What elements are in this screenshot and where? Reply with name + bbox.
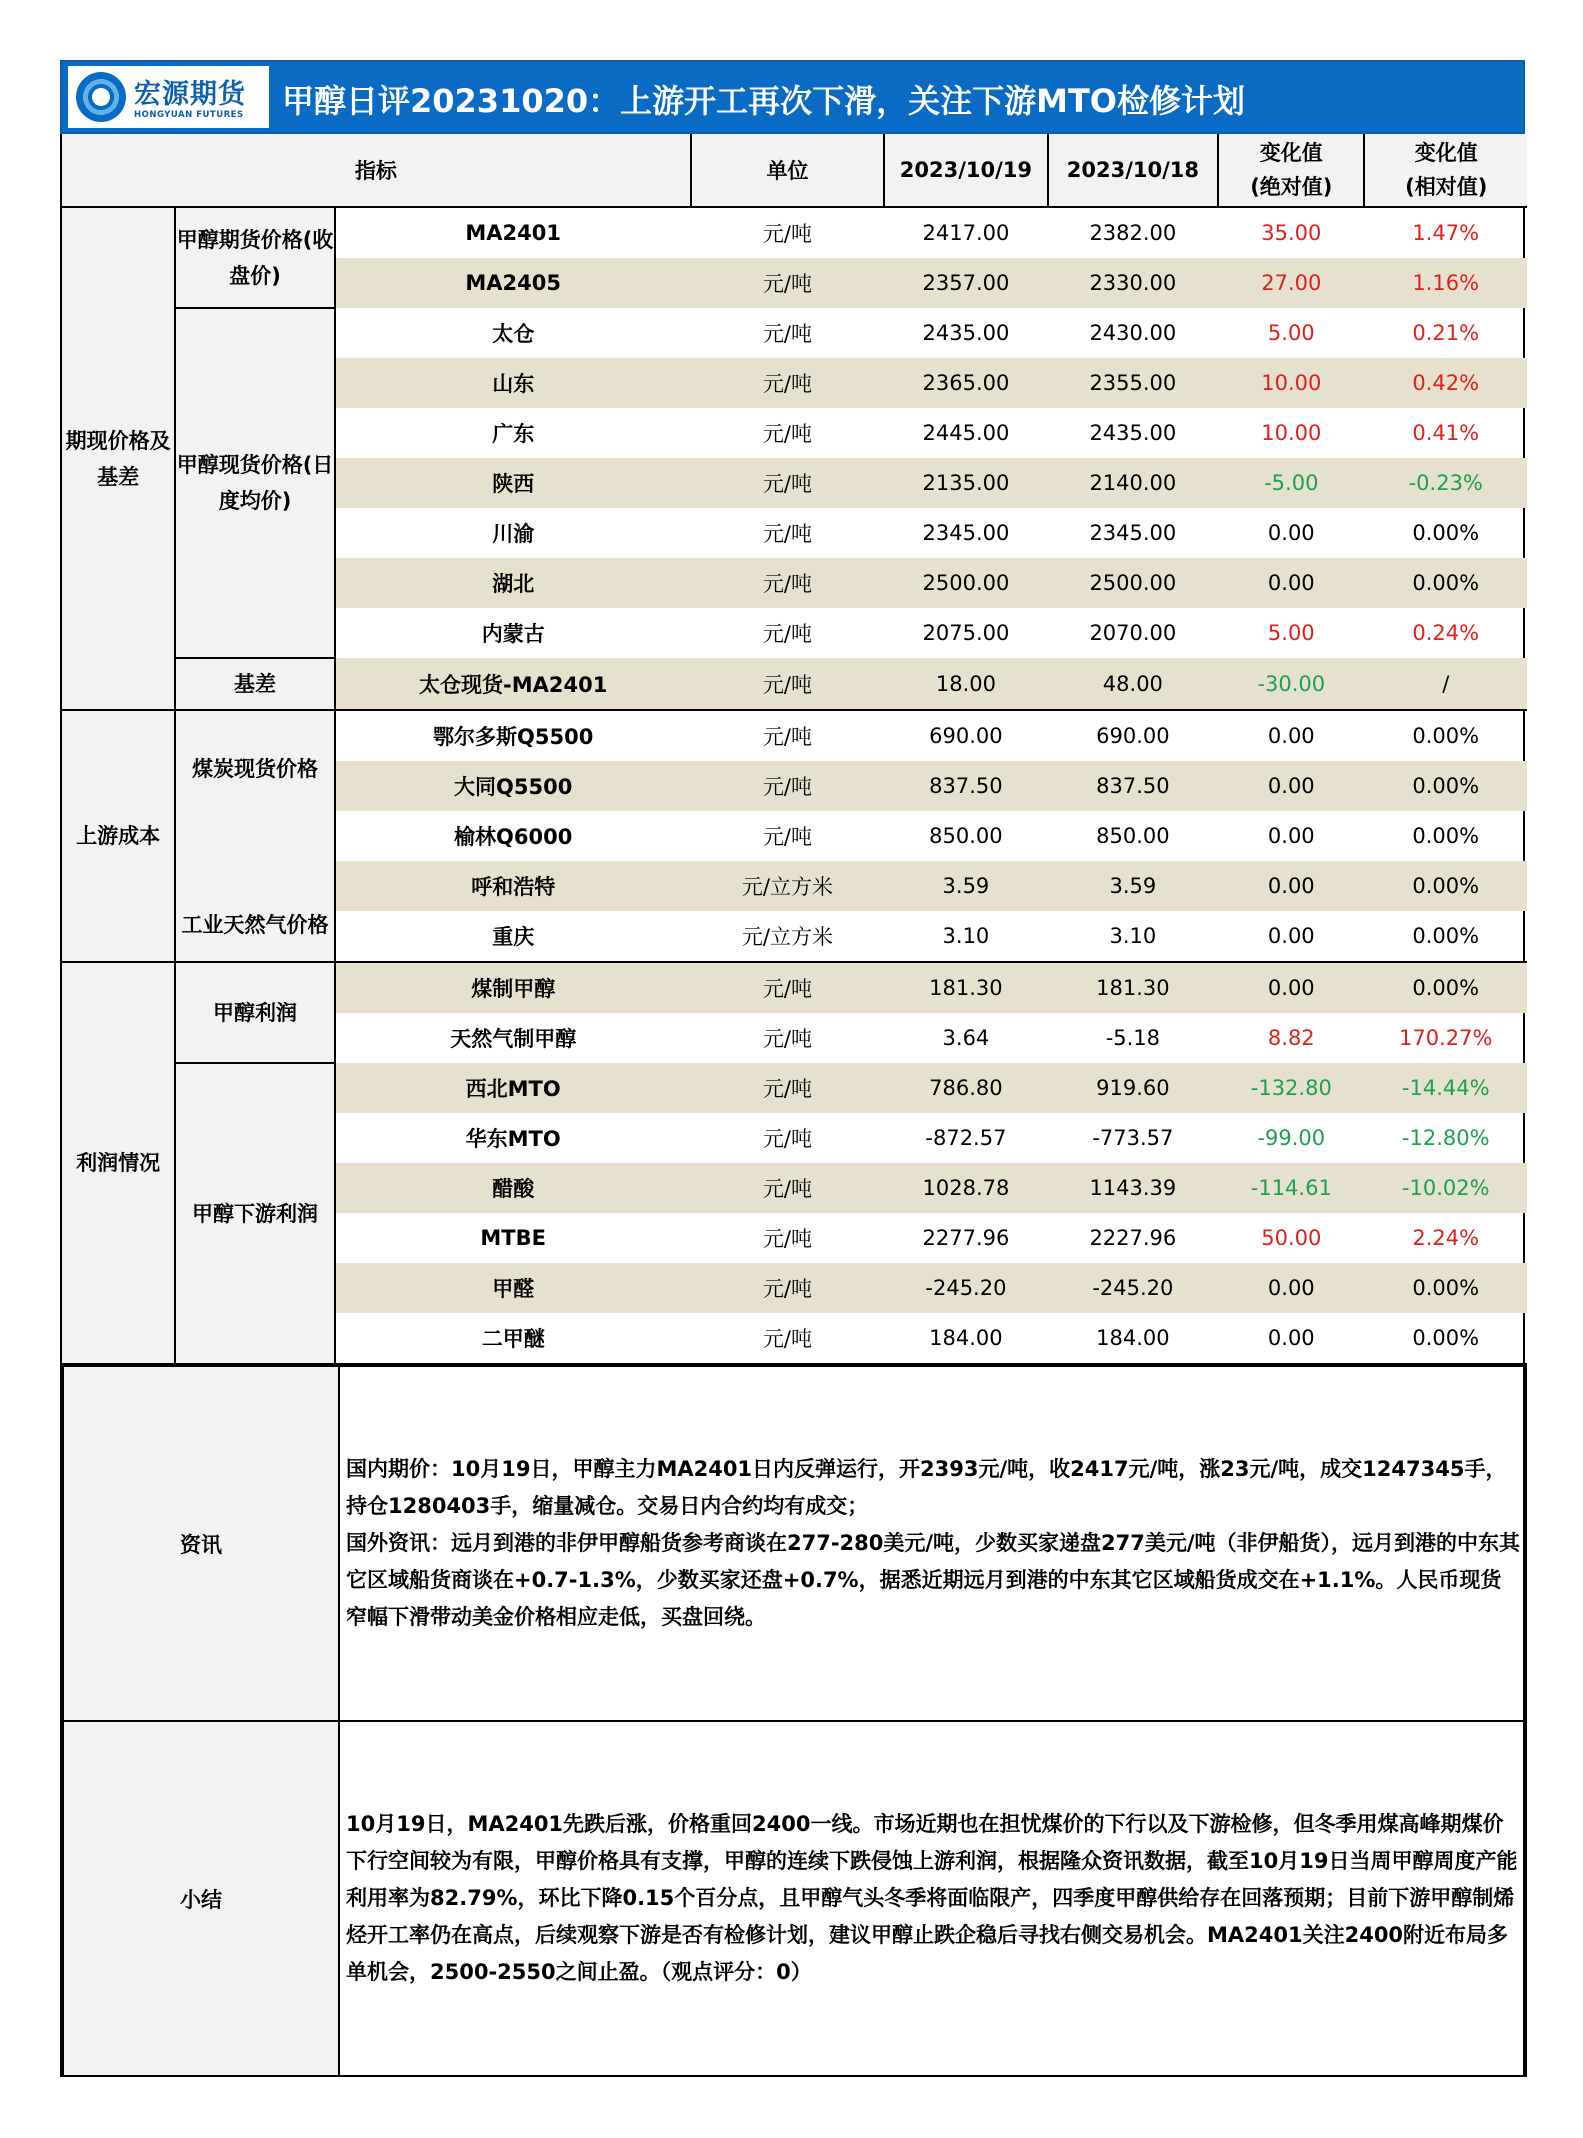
table-header-row bbox=[62, 134, 1527, 207]
change-rel: / bbox=[1364, 658, 1527, 710]
value-date-1: 3.59 bbox=[884, 861, 1047, 911]
indicator-name: 太仓 bbox=[492, 322, 535, 346]
unit-cell: 元/吨 bbox=[691, 761, 885, 811]
unit-cell: 元/吨 bbox=[762, 725, 812, 749]
value-date-1: 181.30 bbox=[884, 962, 1047, 1013]
value-date-1: 850.00 bbox=[929, 824, 1003, 848]
logo-name: 宏源期货 bbox=[134, 79, 246, 110]
change-rel: 0.00% bbox=[1412, 521, 1480, 545]
value-date-1: 2500.00 bbox=[884, 558, 1047, 608]
indicator-name: 二甲醚 bbox=[335, 1313, 691, 1364]
indicator-name: 山东 bbox=[335, 358, 691, 408]
unit-cell: 元/吨 bbox=[691, 1263, 885, 1313]
value-date-1: 837.50 bbox=[884, 761, 1047, 811]
change-rel: 0.00% bbox=[1364, 1313, 1527, 1364]
table-row bbox=[62, 962, 1527, 1013]
subcategory-cell: 甲醇下游利润 bbox=[175, 1063, 334, 1364]
indicator-name: 煤制甲醇 bbox=[335, 962, 691, 1013]
value-date-2: 690.00 bbox=[1096, 724, 1170, 748]
indicator-name: 重庆 bbox=[335, 911, 691, 962]
value-date-2: -5.18 bbox=[1105, 1026, 1161, 1050]
unit-cell: 元/吨 bbox=[691, 358, 885, 408]
value-date-2: 2435.00 bbox=[1089, 421, 1177, 445]
unit-cell: 元/吨 bbox=[762, 825, 812, 849]
col-unit: 单位 bbox=[691, 134, 885, 207]
subcategory-cell: 甲醇现货价格(日度均价) bbox=[175, 308, 334, 658]
indicator-table bbox=[62, 134, 1527, 1365]
indicator-name: MA2401 bbox=[465, 221, 561, 245]
value-date-2: 2382.00 bbox=[1089, 221, 1177, 245]
change-abs: 0.00 bbox=[1218, 861, 1364, 911]
change-abs: 27.00 bbox=[1218, 258, 1364, 308]
change-rel: 170.27% bbox=[1399, 1026, 1493, 1050]
unit-cell: 元/吨 bbox=[691, 458, 885, 508]
category-cell: 上游成本 bbox=[62, 710, 175, 962]
value-date-1: 2445.00 bbox=[922, 421, 1010, 445]
value-date-1: 2435.00 bbox=[922, 321, 1010, 345]
change-rel: -12.80% bbox=[1401, 1126, 1490, 1150]
indicator-name: 陕西 bbox=[335, 458, 691, 508]
col-change-rel: 变化值 (相对值) bbox=[1364, 134, 1527, 207]
header-banner bbox=[60, 60, 1525, 134]
value-date-2: 2070.00 bbox=[1089, 621, 1177, 645]
value-date-1: 2135.00 bbox=[884, 458, 1047, 508]
value-date-1: 2357.00 bbox=[884, 258, 1047, 308]
col-date-2: 2023/10/18 bbox=[1048, 134, 1218, 207]
logo-name-en: HONGYUAN FUTURES bbox=[134, 110, 244, 120]
category-cell: 期现价格及基差 bbox=[62, 207, 175, 710]
unit-cell: 元/吨 bbox=[691, 258, 885, 308]
change-abs: 0.00 bbox=[1218, 962, 1364, 1013]
unit-cell: 元/吨 bbox=[691, 658, 885, 710]
value-date-2: 2345.00 bbox=[1089, 521, 1177, 545]
news-label: 资讯 bbox=[63, 1366, 339, 1721]
change-rel: 0.24% bbox=[1412, 621, 1480, 645]
unit-cell: 元/吨 bbox=[762, 222, 812, 246]
value-date-2: 837.50 bbox=[1048, 761, 1218, 811]
value-date-1: 690.00 bbox=[929, 724, 1003, 748]
value-date-1: 2365.00 bbox=[884, 358, 1047, 408]
change-abs: -114.61 bbox=[1218, 1163, 1364, 1213]
indicator-name: 榆林Q6000 bbox=[454, 825, 573, 849]
change-abs: -132.80 bbox=[1218, 1063, 1364, 1113]
table-row bbox=[62, 308, 1527, 358]
company-logo bbox=[68, 66, 269, 128]
indicator-name: 呼和浩特 bbox=[335, 861, 691, 911]
value-date-2: 1143.39 bbox=[1048, 1163, 1218, 1213]
subcategory-cell: 甲醇利润 bbox=[175, 962, 334, 1063]
value-date-1: 2345.00 bbox=[922, 521, 1010, 545]
change-rel: 0.00% bbox=[1412, 724, 1480, 748]
change-rel: 0.00% bbox=[1364, 861, 1527, 911]
value-date-1: 2277.96 bbox=[922, 1226, 1010, 1250]
change-rel: -10.02% bbox=[1364, 1163, 1527, 1213]
value-date-1: 786.80 bbox=[884, 1063, 1047, 1113]
col-indicator: 指标 bbox=[62, 134, 691, 207]
unit-cell: 元/吨 bbox=[691, 1163, 885, 1213]
col-date-1: 2023/10/19 bbox=[884, 134, 1047, 207]
value-date-2: -773.57 bbox=[1092, 1126, 1174, 1150]
indicator-name: 大同Q5500 bbox=[335, 761, 691, 811]
change-rel: 2.24% bbox=[1412, 1226, 1480, 1250]
news-text bbox=[339, 1366, 1526, 1721]
indicator-name: 醋酸 bbox=[335, 1163, 691, 1213]
news-row bbox=[63, 1366, 1526, 1721]
change-rel: -0.23% bbox=[1364, 458, 1527, 508]
change-abs: -5.00 bbox=[1218, 458, 1364, 508]
subcategory-cell: 基差 bbox=[175, 658, 334, 710]
table-row bbox=[62, 1063, 1527, 1113]
change-abs: 50.00 bbox=[1261, 1226, 1322, 1250]
change-abs: 0.00 bbox=[1218, 558, 1364, 608]
subcategory-cell: 煤炭现货价格 bbox=[175, 710, 334, 861]
indicator-name: 太仓现货-MA2401 bbox=[335, 658, 691, 710]
change-rel: 1.16% bbox=[1364, 258, 1527, 308]
news-paragraph: 国外资讯：远月到港的非伊甲醇船货参考商谈在277-280美元/吨，少数买家递盘277美元/吨（非伊船货），远月到港的中东其它区域船货商谈在+0.7-1.3%，少数买家还盘+0.7%，据悉近期远月到港的中东其它区域船货成交在+1.1%。人民币现货窄幅下滑带动美金价格相应走低，买盘回绕。 bbox=[346, 1531, 1521, 1629]
value-date-2: 181.30 bbox=[1048, 962, 1218, 1013]
indicator-name: 西北MTO bbox=[335, 1063, 691, 1113]
unit-cell: 元/吨 bbox=[762, 1027, 812, 1051]
unit-cell: 元/吨 bbox=[691, 1313, 885, 1364]
category-cell: 利润情况 bbox=[62, 962, 175, 1364]
change-rel: 0.21% bbox=[1412, 321, 1480, 345]
value-date-2: 2330.00 bbox=[1048, 258, 1218, 308]
indicator-name: MA2405 bbox=[335, 258, 691, 308]
value-date-1: 18.00 bbox=[884, 658, 1047, 710]
change-abs: 0.00 bbox=[1218, 1313, 1364, 1364]
change-rel: 0.42% bbox=[1364, 358, 1527, 408]
change-abs: 5.00 bbox=[1267, 321, 1315, 345]
change-rel: 0.00% bbox=[1364, 761, 1527, 811]
table-row bbox=[62, 207, 1527, 258]
unit-cell: 元/立方米 bbox=[691, 861, 885, 911]
change-rel: 0.00% bbox=[1364, 558, 1527, 608]
indicator-name: 广东 bbox=[492, 422, 535, 446]
change-abs: 10.00 bbox=[1218, 358, 1364, 408]
table-row bbox=[62, 861, 1527, 911]
indicator-name: 华东MTO bbox=[465, 1127, 561, 1151]
change-rel: 0.00% bbox=[1364, 911, 1527, 962]
unit-cell: 元/吨 bbox=[762, 622, 812, 646]
change-abs: 0.00 bbox=[1218, 1263, 1364, 1313]
summary-label: 小结 bbox=[63, 1721, 339, 2076]
summary-row bbox=[63, 1721, 1526, 2076]
change-abs: 0.00 bbox=[1267, 724, 1315, 748]
notes-table bbox=[62, 1365, 1527, 2077]
change-rel: 1.47% bbox=[1412, 221, 1480, 245]
unit-cell: 元/吨 bbox=[691, 962, 885, 1013]
subcategory-cell: 甲醇期货价格(收盘价) bbox=[175, 207, 334, 308]
indicator-name: 川渝 bbox=[492, 522, 535, 546]
change-abs: 35.00 bbox=[1261, 221, 1322, 245]
change-abs: 0.00 bbox=[1267, 824, 1315, 848]
logo-mark-icon bbox=[76, 72, 126, 122]
unit-cell: 元/吨 bbox=[762, 322, 812, 346]
change-abs: 0.00 bbox=[1218, 761, 1364, 811]
col-change-abs: 变化值 (绝对值) bbox=[1218, 134, 1364, 207]
value-date-1: 2075.00 bbox=[922, 621, 1010, 645]
change-abs: 10.00 bbox=[1261, 421, 1322, 445]
news-paragraph: 国内期价：10月19日，甲醇主力MA2401日内反弹运行，开2393元/吨，收2417元/吨，涨23元/吨，成交1247345手，持仓1280403手，缩量减仓。交易日内合约均有成交； bbox=[346, 1457, 1507, 1518]
indicator-name: 天然气制甲醇 bbox=[450, 1027, 577, 1051]
indicator-name: 内蒙古 bbox=[481, 622, 545, 646]
change-abs: 8.82 bbox=[1267, 1026, 1315, 1050]
change-abs: -99.00 bbox=[1257, 1126, 1326, 1150]
unit-cell: 元/吨 bbox=[762, 522, 812, 546]
change-abs: 5.00 bbox=[1267, 621, 1315, 645]
unit-cell: 元/吨 bbox=[691, 1063, 885, 1113]
change-rel: -14.44% bbox=[1364, 1063, 1527, 1113]
methanol-daily-report bbox=[60, 60, 1525, 2077]
value-date-1: -245.20 bbox=[884, 1263, 1047, 1313]
summary-paragraph: 10月19日，MA2401先跌后涨，价格重回2400一线。市场近期也在担忧煤价的下行以及下游检修，但冬季用煤高峰期煤价下行空间较为有限，甲醇价格具有支撑，甲醇的连续下跌侵蚀上游利润，根据隆众资讯数据，截至10月19日当周甲醇周度产能利用率为82.79%，环比下降0.15个百分点，且甲醇气头冬季将面临限产，四季度甲醇供给存在回落预期；目前下游甲醇制烯烃开工率仍在高点，后续观察下游是否有检修计划，建议甲醇止跌企稳后寻找右侧交易机会。MA2401关注2400附近布局多单机会，2500-2550之间止盈。（观点评分：0） bbox=[346, 1812, 1518, 1984]
value-date-2: 184.00 bbox=[1048, 1313, 1218, 1364]
value-date-2: 48.00 bbox=[1048, 658, 1218, 710]
value-date-1: 184.00 bbox=[884, 1313, 1047, 1364]
report-title: 甲醇日评20231020：上游开工再次下滑，关注下游MTO检修计划 bbox=[282, 82, 1246, 120]
table-row bbox=[62, 658, 1527, 710]
change-abs: -30.00 bbox=[1218, 658, 1364, 710]
change-rel: 0.41% bbox=[1412, 421, 1480, 445]
unit-cell: 元/吨 bbox=[762, 1227, 812, 1251]
change-rel: 0.00% bbox=[1364, 1263, 1527, 1313]
unit-cell: 元/吨 bbox=[762, 1127, 812, 1151]
indicator-name: 甲醛 bbox=[335, 1263, 691, 1313]
value-date-1: 1028.78 bbox=[884, 1163, 1047, 1213]
value-date-2: 2500.00 bbox=[1048, 558, 1218, 608]
value-date-1: 3.10 bbox=[884, 911, 1047, 962]
change-abs: 0.00 bbox=[1218, 911, 1364, 962]
value-date-2: 2355.00 bbox=[1048, 358, 1218, 408]
value-date-2: 3.59 bbox=[1048, 861, 1218, 911]
value-date-1: 2417.00 bbox=[922, 221, 1010, 245]
value-date-1: -872.57 bbox=[925, 1126, 1007, 1150]
table-row bbox=[62, 710, 1527, 761]
change-rel: 0.00% bbox=[1364, 962, 1527, 1013]
indicator-name: MTBE bbox=[480, 1226, 546, 1250]
unit-cell: 元/立方米 bbox=[691, 911, 885, 962]
value-date-2: -245.20 bbox=[1048, 1263, 1218, 1313]
summary-text bbox=[339, 1721, 1526, 2076]
unit-cell: 元/吨 bbox=[691, 558, 885, 608]
value-date-2: 2430.00 bbox=[1089, 321, 1177, 345]
value-date-2: 2140.00 bbox=[1048, 458, 1218, 508]
value-date-1: 3.64 bbox=[942, 1026, 990, 1050]
value-date-2: 850.00 bbox=[1096, 824, 1170, 848]
change-rel: 0.00% bbox=[1412, 824, 1480, 848]
indicator-name: 鄂尔多斯Q5500 bbox=[433, 725, 594, 749]
subcategory-cell: 工业天然气价格 bbox=[175, 861, 334, 962]
value-date-2: 2227.96 bbox=[1089, 1226, 1177, 1250]
value-date-2: 919.60 bbox=[1048, 1063, 1218, 1113]
value-date-2: 3.10 bbox=[1048, 911, 1218, 962]
indicator-name: 湖北 bbox=[335, 558, 691, 608]
change-abs: 0.00 bbox=[1267, 521, 1315, 545]
unit-cell: 元/吨 bbox=[762, 422, 812, 446]
